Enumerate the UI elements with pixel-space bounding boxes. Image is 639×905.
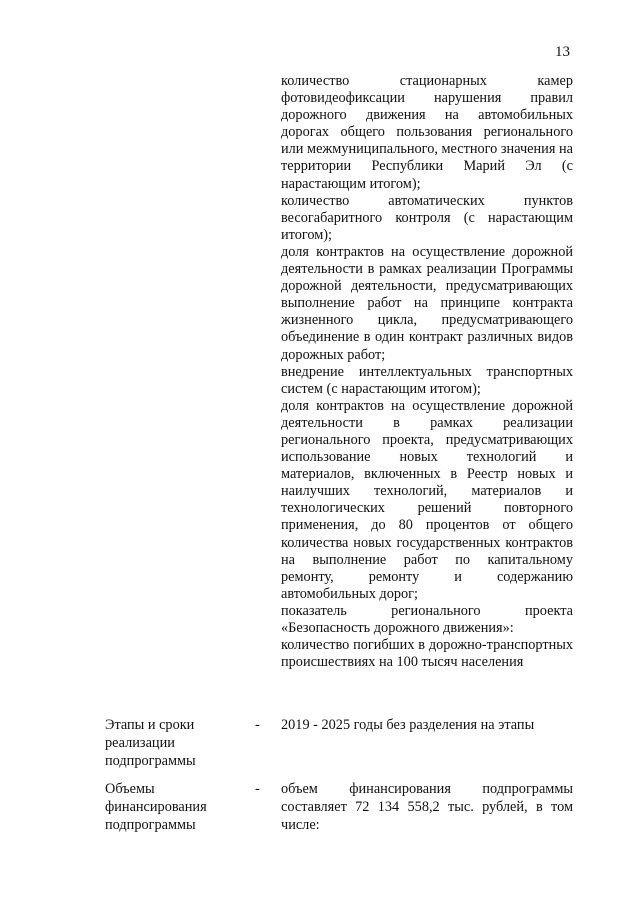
row-dash: - xyxy=(255,717,260,733)
indicator-item: доля контрактов на осуществление дорожной деятельности в рамках реализации регионального проекта, предусматривающих использование новых технологий и материалов, включенных в Реестр новых и наилучших технологий, материалов и технологических решений повторного применения, до 80 процентов от общего количества новых государственных контрактов на выполнение работ по капитальному ремонту, ремонту и содержанию автомобильных дорог; xyxy=(281,397,573,602)
indicator-list xyxy=(281,73,573,671)
indicator-item: доля контрактов на осуществление дорожной деятельности в рамках реализации Программы дорожной деятельности, предусматривающих выполнение работ на принципе контракта жизненного цикла, предусматривающего объединение в один контракт различных видов дорожных работ; xyxy=(281,243,573,363)
indicator-item: количество погибших в дорожно-транспортных происшествиях на 100 тысяч населения xyxy=(281,637,573,671)
row-label: Этапы и сроки реализации подпрограммы xyxy=(105,717,196,769)
indicator-item: показатель регионального проекта «Безопасность дорожного движения»: xyxy=(281,602,573,636)
row-label: Объемы финансирования подпрограммы xyxy=(105,781,207,833)
page-number: 13 xyxy=(555,44,570,60)
indicator-item: количество автоматических пунктов весогабаритного контроля (с нарастающим итогом); xyxy=(281,192,573,243)
indicator-item: внедрение интеллектуальных транспортных систем (с нарастающим итогом); xyxy=(281,363,573,397)
row-dash: - xyxy=(255,781,260,797)
row-value: объем финансирования подпрограммы составляет 72 134 558,2 тыс. рублей, в том числе: xyxy=(281,781,573,833)
indicator-item: количество стационарных камер фотовидеофиксации нарушения правил дорожного движения на автомобильных дорогах общего пользования регионального или межмуниципального, местного значения на территории Республики Марий Эл (с нарастающим итогом); xyxy=(281,73,573,192)
row-value: 2019 - 2025 годы без разделения на этапы xyxy=(281,717,535,733)
